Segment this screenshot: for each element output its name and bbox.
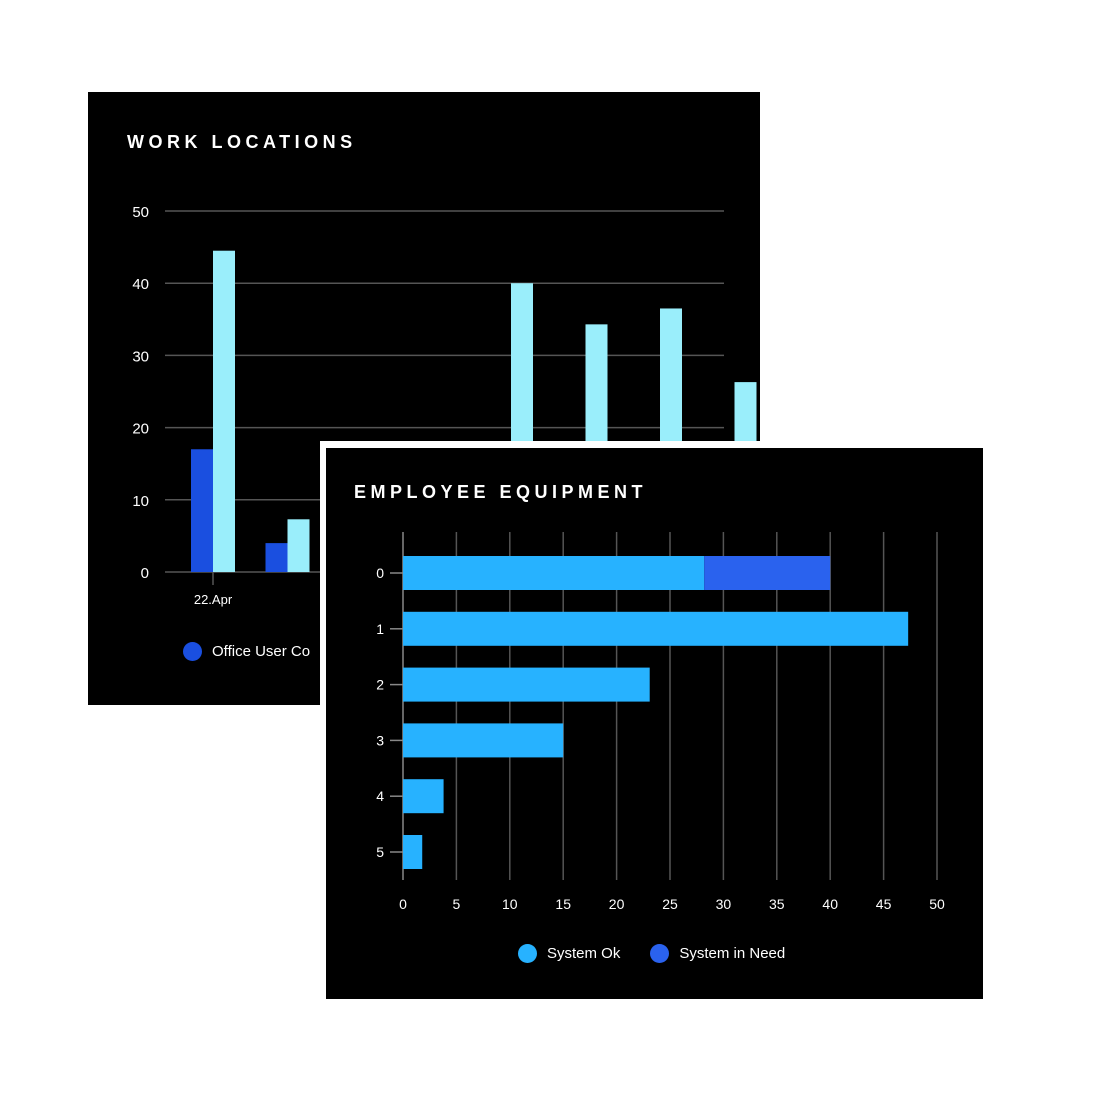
legend-item-system-ok [518, 944, 620, 963]
x-tick-label: 45 [875, 896, 892, 912]
x-tick-label: 22.Apr [193, 592, 233, 607]
bar-system-ok [403, 779, 444, 813]
bar-office [266, 543, 288, 572]
x-tick-label: 0 [399, 896, 407, 912]
legend-label-office: Office User Co [212, 643, 311, 660]
y-tick-label: 0 [376, 565, 384, 581]
x-tick-label: 20 [608, 896, 625, 912]
bar-remote [213, 251, 235, 572]
x-tick-label: 15 [555, 896, 571, 912]
employee-equipment-title: EMPLOYEE EQUIPMENT [354, 482, 648, 502]
legend-label: System Ok [547, 945, 621, 962]
bar-remote [288, 519, 310, 572]
legend-dot [650, 944, 669, 963]
employee-equipment-card [326, 448, 983, 999]
y-tick-label: 3 [376, 732, 384, 749]
y-tick-label: 30 [132, 348, 149, 366]
bar-office [191, 449, 213, 572]
bar-system-ok [403, 556, 704, 590]
employee-equipment-legend [518, 944, 815, 963]
y-tick-label: 2 [376, 676, 384, 693]
y-tick-label: 5 [376, 844, 384, 860]
work-locations-title: WORK LOCATIONS [127, 132, 357, 152]
x-tick-label: 35 [769, 896, 785, 912]
y-tick-label: 1 [376, 620, 384, 637]
legend-label: System in Need [679, 945, 786, 962]
y-tick-label: 10 [132, 492, 149, 510]
bar-system-ok [403, 668, 650, 702]
bar-system-ok [403, 835, 422, 869]
bar-system-ok [403, 723, 563, 757]
x-tick-label: 50 [929, 896, 945, 912]
x-tick-label: 25 [662, 896, 678, 912]
x-tick-label: 30 [715, 896, 732, 912]
x-tick-label: 10 [502, 896, 518, 912]
legend-dot-office [183, 642, 202, 661]
y-tick-label: 50 [132, 204, 149, 221]
legend-dot [518, 944, 537, 963]
y-tick-label: 0 [140, 565, 149, 582]
y-tick-label: 40 [132, 276, 149, 294]
x-tick-label: 5 [452, 896, 461, 912]
y-tick-label: 20 [132, 420, 149, 438]
work-locations-legend [183, 642, 310, 661]
x-tick-label: 40 [822, 896, 838, 912]
y-tick-label: 4 [376, 788, 384, 805]
employee-equipment-chart [326, 448, 983, 999]
bar-system-ok [403, 612, 908, 646]
legend-item-system-in-need [650, 944, 785, 963]
bar-system-in-need [704, 556, 830, 590]
